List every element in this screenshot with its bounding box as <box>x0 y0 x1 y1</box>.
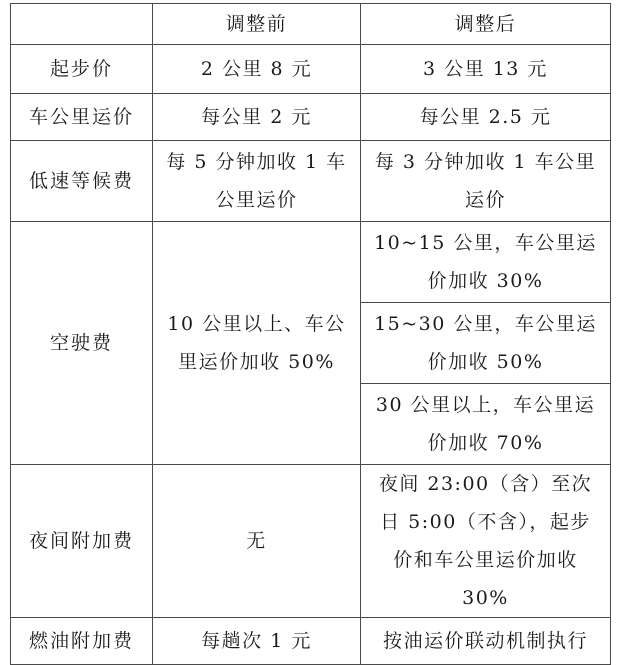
before-low-speed: 每 5 分钟加收 1 车公里运价 <box>153 141 361 222</box>
header-after-cell: 调整后 <box>361 4 611 45</box>
before-starting-price: 2 公里 8 元 <box>153 45 361 94</box>
after-per-km: 每公里 2.5 元 <box>361 94 611 141</box>
before-fuel-surcharge: 每趟次 1 元 <box>153 618 361 665</box>
header-corner-cell <box>11 4 153 45</box>
after-night-surcharge: 夜间 23:00（含）至次日 5:00（不含），起步价和车公里运价加收 30% <box>361 465 611 618</box>
row-label-low-speed: 低速等候费 <box>11 141 153 222</box>
row-label-fuel-surcharge: 燃油附加费 <box>11 618 153 665</box>
header-before-cell: 调整前 <box>153 4 361 45</box>
row-label-empty-run: 空驶费 <box>11 222 153 465</box>
table-row-fuel-surcharge <box>11 618 611 665</box>
table-row-empty-run-tier-1 <box>11 222 611 303</box>
header-row <box>11 4 611 45</box>
row-label-night-surcharge: 夜间附加费 <box>11 465 153 618</box>
row-label-starting-price: 起步价 <box>11 45 153 94</box>
after-empty-run-tier-3: 30 公里以上，车公里运价加收 70% <box>361 384 611 465</box>
after-empty-run-tier-1: 10~15 公里，车公里运价加收 30% <box>361 222 611 303</box>
table-row-night-surcharge <box>11 465 611 618</box>
fare-adjustment-table <box>10 3 611 665</box>
fare-adjustment-table-wrapper <box>10 3 611 665</box>
after-empty-run-tier-2: 15~30 公里，车公里运价加收 50% <box>361 303 611 384</box>
before-night-surcharge: 无 <box>153 465 361 618</box>
after-low-speed: 每 3 分钟加收 1 车公里运价 <box>361 141 611 222</box>
table-row-per-km <box>11 94 611 141</box>
before-per-km: 每公里 2 元 <box>153 94 361 141</box>
row-label-per-km: 车公里运价 <box>11 94 153 141</box>
after-starting-price: 3 公里 13 元 <box>361 45 611 94</box>
table-row-low-speed <box>11 141 611 222</box>
after-fuel-surcharge: 按油运价联动机制执行 <box>361 618 611 665</box>
table-row-starting-price <box>11 45 611 94</box>
before-empty-run: 10 公里以上、车公里运价加收 50% <box>153 222 361 465</box>
